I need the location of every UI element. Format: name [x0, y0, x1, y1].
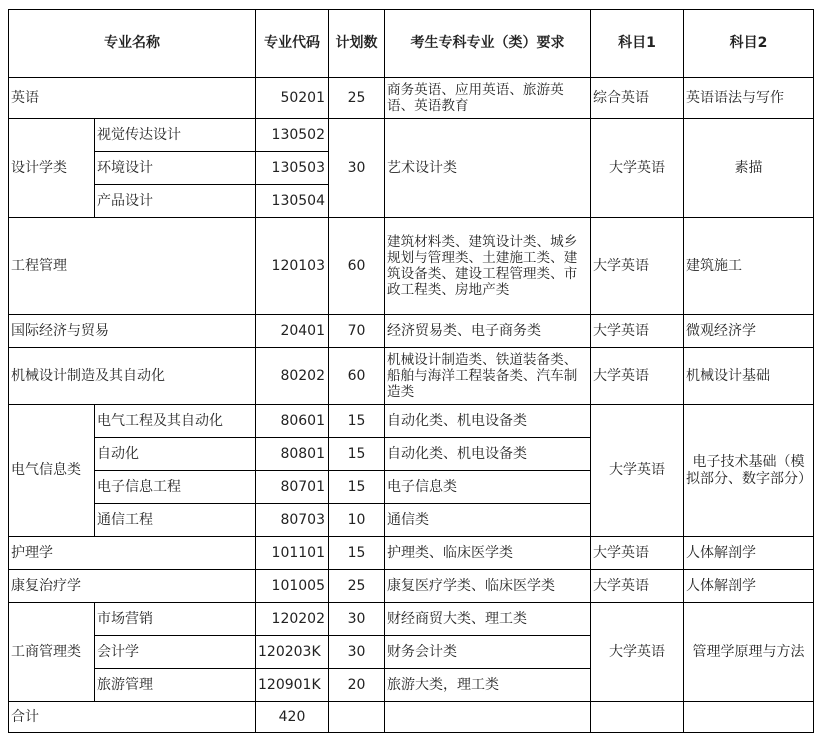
major-name: 会计学 — [95, 636, 256, 669]
table-row — [9, 315, 814, 348]
requirement: 旅游大类，理工类 — [385, 669, 591, 702]
major-name: 市场营销 — [95, 603, 256, 636]
empty-cell — [684, 702, 814, 733]
requirement: 财务会计类 — [385, 636, 591, 669]
table-row — [9, 78, 814, 119]
requirement: 机械设计制造类、铁道装备类、船舶与海洋工程装备类、汽车制造类 — [385, 348, 591, 405]
subject1: 综合英语 — [591, 78, 684, 119]
header-name: 专业名称 — [9, 10, 256, 78]
major-name: 机械设计制造及其自动化 — [9, 348, 256, 405]
subject2: 素描 — [684, 119, 814, 218]
plan-count: 10 — [329, 504, 385, 537]
plan-count: 15 — [329, 537, 385, 570]
requirement: 建筑材料类、建筑设计类、城乡规划与管理类、土建施工类、建筑设备类、建设工程管理类、市政工程类、房地产类 — [385, 218, 591, 315]
subject1: 大学英语 — [591, 537, 684, 570]
subject1: 大学英语 — [591, 315, 684, 348]
group-name: 电气信息类 — [9, 405, 95, 537]
major-name: 英语 — [9, 78, 256, 119]
major-code: 120203K — [256, 636, 329, 669]
major-name: 通信工程 — [95, 504, 256, 537]
table-row — [9, 218, 814, 315]
subject2: 人体解剖学 — [684, 537, 814, 570]
empty-cell — [329, 702, 385, 733]
table-row — [9, 570, 814, 603]
table-row — [9, 537, 814, 570]
plan-count: 30 — [329, 636, 385, 669]
major-name: 自动化 — [95, 438, 256, 471]
requirement: 护理类、临床医学类 — [385, 537, 591, 570]
header-subject1: 科目1 — [591, 10, 684, 78]
table-row — [9, 405, 814, 438]
major-code: 50201 — [256, 78, 329, 119]
plan-count: 20 — [329, 669, 385, 702]
empty-cell — [385, 702, 591, 733]
total-row — [9, 702, 814, 733]
major-name: 电子信息工程 — [95, 471, 256, 504]
major-code: 120202 — [256, 603, 329, 636]
subject1: 大学英语 — [591, 603, 684, 702]
subject2: 管理学原理与方法 — [684, 603, 814, 702]
plan-count: 25 — [329, 78, 385, 119]
major-name: 电气工程及其自动化 — [95, 405, 256, 438]
requirement: 自动化类、机电设备类 — [385, 405, 591, 438]
requirement: 自动化类、机电设备类 — [385, 438, 591, 471]
plan-count: 15 — [329, 471, 385, 504]
subject1: 大学英语 — [591, 405, 684, 537]
table-row — [9, 119, 814, 152]
requirement: 经济贸易类、电子商务类 — [385, 315, 591, 348]
empty-cell — [591, 702, 684, 733]
major-code: 120901K — [256, 669, 329, 702]
subject2: 电子技术基础（模拟部分、数字部分） — [684, 405, 814, 537]
requirement: 商务英语、应用英语、旅游英语、英语教育 — [385, 78, 591, 119]
major-code: 120103 — [256, 218, 329, 315]
header-plan: 计划数 — [329, 10, 385, 78]
total-value: 420 — [256, 702, 329, 733]
plan-count: 15 — [329, 438, 385, 471]
major-code: 101101 — [256, 537, 329, 570]
header-subject2: 科目2 — [684, 10, 814, 78]
plan-count: 60 — [329, 348, 385, 405]
table-row — [9, 603, 814, 636]
requirement: 艺术设计类 — [385, 119, 591, 218]
subject2: 建筑施工 — [684, 218, 814, 315]
requirement: 财经商贸大类、理工类 — [385, 603, 591, 636]
group-name: 工商管理类 — [9, 603, 95, 702]
major-name: 产品设计 — [95, 185, 256, 218]
header-row — [9, 10, 814, 78]
plan-count: 60 — [329, 218, 385, 315]
plan-count: 25 — [329, 570, 385, 603]
plan-count: 70 — [329, 315, 385, 348]
header-requirement: 考生专科专业（类）要求 — [385, 10, 591, 78]
major-code: 80601 — [256, 405, 329, 438]
major-code: 80703 — [256, 504, 329, 537]
major-code: 130502 — [256, 119, 329, 152]
major-name: 护理学 — [9, 537, 256, 570]
major-code: 101005 — [256, 570, 329, 603]
requirement: 通信类 — [385, 504, 591, 537]
subject2: 人体解剖学 — [684, 570, 814, 603]
table-row — [9, 348, 814, 405]
major-code: 80202 — [256, 348, 329, 405]
major-name: 工程管理 — [9, 218, 256, 315]
subject1: 大学英语 — [591, 218, 684, 315]
requirement: 康复医疗学类、临床医学类 — [385, 570, 591, 603]
group-name: 设计学类 — [9, 119, 95, 218]
subject2: 英语语法与写作 — [684, 78, 814, 119]
major-name: 国际经济与贸易 — [9, 315, 256, 348]
major-code: 80801 — [256, 438, 329, 471]
major-code: 20401 — [256, 315, 329, 348]
major-code: 130503 — [256, 152, 329, 185]
major-code: 130504 — [256, 185, 329, 218]
plan-count: 30 — [329, 119, 385, 218]
total-label: 合计 — [9, 702, 256, 733]
major-name: 视觉传达设计 — [95, 119, 256, 152]
subject2: 机械设计基础 — [684, 348, 814, 405]
requirement: 电子信息类 — [385, 471, 591, 504]
subject1: 大学英语 — [591, 348, 684, 405]
major-code: 80701 — [256, 471, 329, 504]
major-name: 康复治疗学 — [9, 570, 256, 603]
subject1: 大学英语 — [591, 570, 684, 603]
subject2: 微观经济学 — [684, 315, 814, 348]
major-name: 环境设计 — [95, 152, 256, 185]
major-name: 旅游管理 — [95, 669, 256, 702]
plan-count: 15 — [329, 405, 385, 438]
subject1: 大学英语 — [591, 119, 684, 218]
plan-count: 30 — [329, 603, 385, 636]
enrollment-table — [8, 9, 814, 733]
header-code: 专业代码 — [256, 10, 329, 78]
